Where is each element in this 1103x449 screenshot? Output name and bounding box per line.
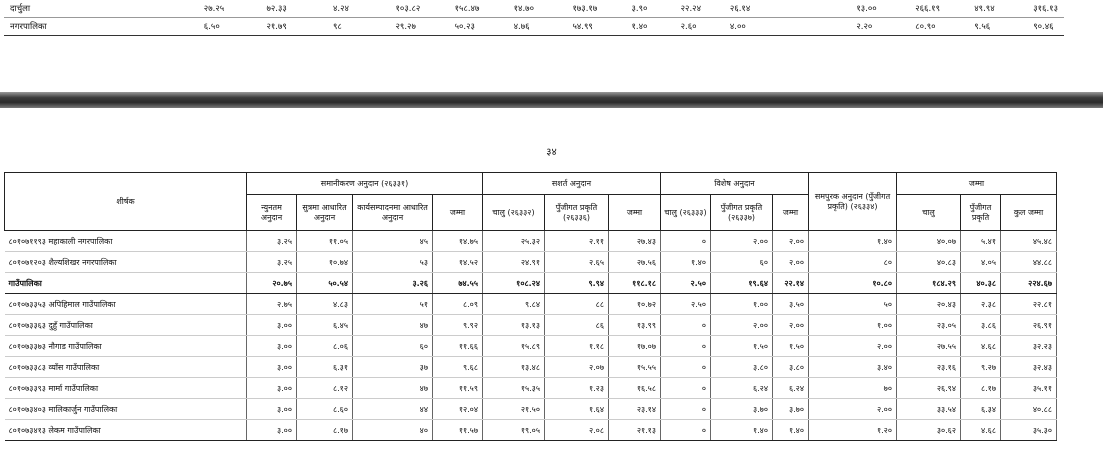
row-label: ८०१०७११९३ महाकाली नगरपालिका bbox=[5, 231, 247, 252]
table-cell: ७२.३३ bbox=[260, 0, 327, 18]
table-cell: ३७ bbox=[353, 357, 433, 378]
table-cell: २.७५ bbox=[247, 294, 297, 315]
subheader: चालु bbox=[897, 195, 961, 231]
table-cell: २१.१३ bbox=[609, 420, 661, 441]
table-cell: ३.८० bbox=[711, 357, 773, 378]
row-label: ८०१०७१२०३ शैल्यशिखर नगरपालिका bbox=[5, 252, 247, 273]
table-cell: १.५० bbox=[711, 336, 773, 357]
table-row bbox=[5, 399, 1057, 420]
table-cell: ५१ bbox=[353, 294, 433, 315]
subheader: पुँजीगत प्रकृति (२६३३७) bbox=[711, 195, 773, 231]
subheader: जम्मा bbox=[433, 195, 483, 231]
table-cell: १३.०० bbox=[850, 0, 909, 18]
table-cell: १.१८ bbox=[545, 336, 609, 357]
table-cell: १९.६४ bbox=[711, 273, 773, 294]
table-cell: ८.०९ bbox=[433, 294, 483, 315]
row-label: ८०१०७३४०३ मालिकार्जुन गाउँपालिका bbox=[5, 399, 247, 420]
table-cell: २१.५० bbox=[483, 399, 545, 420]
table-cell: ० bbox=[661, 420, 711, 441]
table-cell: ४.८३ bbox=[297, 294, 353, 315]
table-cell: ४४ bbox=[353, 399, 433, 420]
table-cell: ४७ bbox=[353, 378, 433, 399]
table-cell: ११.६६ bbox=[433, 336, 483, 357]
subheader: कार्यसम्पादनमा आधारित अनुदान bbox=[353, 195, 433, 231]
page-number: ३४ bbox=[546, 147, 557, 158]
table-cell: ३.०० bbox=[247, 336, 297, 357]
row-label: ८०१०७३३८३ व्याँस गाउँपालिका bbox=[5, 357, 247, 378]
table-cell: १.४० bbox=[661, 252, 711, 273]
table-cell: ८० bbox=[809, 252, 897, 273]
table-row bbox=[5, 315, 1057, 336]
table-cell: ८.६० bbox=[297, 399, 353, 420]
table-cell: २७.४३ bbox=[609, 231, 661, 252]
table-cell: २३.१६ bbox=[897, 357, 961, 378]
table-cell: ० bbox=[661, 336, 711, 357]
table-cell: ५०.५४ bbox=[297, 273, 353, 294]
special-grant-header: विशेष अनुदान bbox=[661, 173, 809, 195]
table-cell: ३५.११ bbox=[1001, 378, 1057, 399]
table-cell: ११८.१८ bbox=[609, 273, 661, 294]
table-cell: ० bbox=[661, 315, 711, 336]
table-cell: १.४० bbox=[809, 231, 897, 252]
table-cell: २.६० bbox=[675, 18, 724, 36]
complementary-grant-header: समपुरक अनुदान (पुँजीगत प्रकृति) (२६३३४) bbox=[809, 173, 897, 231]
table-cell: १.४० bbox=[626, 18, 675, 36]
table-cell: २४.९१ bbox=[483, 252, 545, 273]
table-cell: २.६५ bbox=[545, 252, 609, 273]
table-cell: ३.२६ bbox=[353, 273, 433, 294]
table-cell: ६० bbox=[353, 336, 433, 357]
table-cell: १.०० bbox=[809, 315, 897, 336]
subheader: सुत्रमा आधारित अनुदान bbox=[297, 195, 353, 231]
table-cell: ० bbox=[661, 378, 711, 399]
table-cell: ३.०० bbox=[247, 378, 297, 399]
table-cell: २७.५५ bbox=[897, 336, 961, 357]
table-cell: २६६.१९ bbox=[909, 0, 968, 18]
table-cell: १७.०७ bbox=[609, 336, 661, 357]
table-cell: ८६ bbox=[545, 315, 609, 336]
table-cell: १६.५८ bbox=[609, 378, 661, 399]
table-cell: ४०.८८ bbox=[1001, 399, 1057, 420]
table-cell: १९.०५ bbox=[483, 420, 545, 441]
table-cell: ६.२४ bbox=[773, 378, 809, 399]
table-cell: ८८ bbox=[545, 294, 609, 315]
table-row bbox=[5, 357, 1057, 378]
table-cell: २.२० bbox=[850, 18, 909, 36]
table-cell: ९.९२ bbox=[433, 315, 483, 336]
table-cell: ४०.०७ bbox=[897, 231, 961, 252]
table-cell: ९०.४६ bbox=[1027, 18, 1064, 36]
table-cell: ० bbox=[661, 231, 711, 252]
table-cell: ० bbox=[661, 357, 711, 378]
table-cell: २५.३२ bbox=[483, 231, 545, 252]
table-cell: १५.३५ bbox=[483, 378, 545, 399]
table-cell: १.२३ bbox=[545, 378, 609, 399]
table-cell: १.२० bbox=[809, 420, 897, 441]
table-cell: ४.०५ bbox=[961, 252, 1001, 273]
table-cell: ३.८६ bbox=[961, 315, 1001, 336]
table-row bbox=[5, 231, 1057, 252]
table-cell: २३.०५ bbox=[897, 315, 961, 336]
table-cell: ४०.३८ bbox=[961, 273, 1001, 294]
table-cell: १४.७० bbox=[508, 0, 567, 18]
table-cell: २१.७९ bbox=[260, 18, 327, 36]
table-cell: १०३.८२ bbox=[390, 0, 449, 18]
table-cell: ७४.५५ bbox=[433, 273, 483, 294]
table-cell: १५८.४७ bbox=[449, 0, 508, 18]
table-cell: ८०.९० bbox=[909, 18, 968, 36]
table-cell: २.५० bbox=[661, 294, 711, 315]
table-cell: ९८ bbox=[327, 18, 390, 36]
table-cell: ३१६.१३ bbox=[1027, 0, 1064, 18]
table-cell: १०८.२४ bbox=[483, 273, 545, 294]
table-cell: ३.८० bbox=[773, 357, 809, 378]
table-cell: १३.१३ bbox=[483, 315, 545, 336]
table-cell: २७.२५ bbox=[198, 0, 261, 18]
table-cell: ६.२४ bbox=[711, 378, 773, 399]
subheader: चालु (२६३३३) bbox=[661, 195, 711, 231]
table-cell: ३०.६२ bbox=[897, 420, 961, 441]
table-cell: २०.४३ bbox=[897, 294, 961, 315]
subheader: न्युनतम अनुदान bbox=[247, 195, 297, 231]
table-cell: १.६४ bbox=[545, 399, 609, 420]
table-row bbox=[5, 294, 1057, 315]
subheader: चालु (२६३३२) bbox=[483, 195, 545, 231]
table-cell: ४.०० bbox=[724, 18, 773, 36]
table-row bbox=[5, 378, 1057, 399]
table-cell: ९.८४ bbox=[483, 294, 545, 315]
table-cell: ३२.२३ bbox=[1001, 336, 1057, 357]
row-label: ८०१०७३३५३ अपिहिमाल गाउँपालिका bbox=[5, 294, 247, 315]
table-cell: ४० bbox=[353, 420, 433, 441]
table-cell: २६.९४ bbox=[897, 378, 961, 399]
table-cell: ४९.९४ bbox=[968, 0, 1027, 18]
table-cell: १०.८० bbox=[809, 273, 897, 294]
subheader: पुँजीगत प्रकृति bbox=[961, 195, 1001, 231]
table-cell: २.०८ bbox=[545, 420, 609, 441]
spacer-cell bbox=[773, 18, 850, 36]
table-cell: १.०० bbox=[711, 294, 773, 315]
table-cell: ५४.९९ bbox=[566, 18, 625, 36]
table-cell: ५.४१ bbox=[961, 231, 1001, 252]
table-cell: ४४.८८ bbox=[1001, 252, 1057, 273]
row-label: ८०१०७३३६३ दुहुँ गाउँपालिका bbox=[5, 315, 247, 336]
table-cell: ४५.४८ bbox=[1001, 231, 1057, 252]
table-cell: १.४० bbox=[773, 420, 809, 441]
table-cell: २.११ bbox=[545, 231, 609, 252]
table-cell: ३.९० bbox=[626, 0, 675, 18]
subheader: जम्मा bbox=[773, 195, 809, 231]
table-cell: ५३ bbox=[353, 252, 433, 273]
table-cell: ११.०५ bbox=[297, 231, 353, 252]
table-row bbox=[5, 336, 1057, 357]
table-row bbox=[4, 0, 1064, 18]
table-cell: २२४.६७ bbox=[1001, 273, 1057, 294]
table-cell: ३.७० bbox=[773, 399, 809, 420]
table-cell: ३.०० bbox=[247, 420, 297, 441]
table-cell: २६.९१ bbox=[1001, 315, 1057, 336]
table-row bbox=[5, 252, 1057, 273]
table-cell: ६.४५ bbox=[297, 315, 353, 336]
row-label: ८०१०७३४१३ लेकम गाउँपालिका bbox=[5, 420, 247, 441]
table-cell: ५०.२३ bbox=[449, 18, 508, 36]
row-label: नगरपालिका bbox=[4, 18, 198, 36]
table-cell: ४.२४ bbox=[327, 0, 390, 18]
table-cell: १३.९९ bbox=[609, 315, 661, 336]
table-cell: १८४.२९ bbox=[897, 273, 961, 294]
table-cell: ४.६८ bbox=[961, 336, 1001, 357]
table-cell: २.०० bbox=[773, 252, 809, 273]
table-cell: ३.५० bbox=[773, 294, 809, 315]
table-cell: १४.५२ bbox=[433, 252, 483, 273]
equalization-grant-header: समानीकरण अनुदान (२६३३१) bbox=[247, 173, 483, 195]
table-cell: १२.०४ bbox=[433, 399, 483, 420]
table-cell: ३.७० bbox=[711, 399, 773, 420]
table-cell: २२.१४ bbox=[773, 273, 809, 294]
table-cell: ११.५९ bbox=[433, 378, 483, 399]
total-header: जम्मा bbox=[897, 173, 1057, 195]
table-cell: ६० bbox=[711, 252, 773, 273]
table-cell: ३.०० bbox=[247, 357, 297, 378]
page-divider bbox=[0, 92, 1103, 108]
table-cell: ३.२५ bbox=[247, 252, 297, 273]
table-cell: ३.०० bbox=[247, 315, 297, 336]
subheader: पुँजीगत प्रकृति (२६३३६) bbox=[545, 195, 609, 231]
table-cell: ११.५७ bbox=[433, 420, 483, 441]
table-cell: २.०० bbox=[711, 315, 773, 336]
table-cell: २२.८१ bbox=[1001, 294, 1057, 315]
table-cell: १०.७४ bbox=[297, 252, 353, 273]
table-cell: ६.३४ bbox=[961, 399, 1001, 420]
table-cell: २.०० bbox=[711, 231, 773, 252]
row-label: ८०१०७३३७३ नौगाड गाउँपालिका bbox=[5, 336, 247, 357]
subheader: जम्मा bbox=[609, 195, 661, 231]
table-cell: ६.५० bbox=[198, 18, 261, 36]
table-cell: १५.५५ bbox=[609, 357, 661, 378]
table-cell: १.४० bbox=[711, 420, 773, 441]
table-cell: ३५.३० bbox=[1001, 420, 1057, 441]
table-row bbox=[5, 420, 1057, 441]
table-cell: ३.४० bbox=[809, 357, 897, 378]
table-row bbox=[4, 18, 1064, 36]
previous-page-table bbox=[0, 0, 1103, 36]
table-cell: २७.५६ bbox=[609, 252, 661, 273]
table-cell: ९.२७ bbox=[961, 357, 1001, 378]
title-column-header: शीर्षक bbox=[5, 173, 247, 231]
table-cell: ४७ bbox=[353, 315, 433, 336]
table-cell: २३.१४ bbox=[609, 399, 661, 420]
table-cell: ३.२५ bbox=[247, 231, 297, 252]
table-cell: ८.१२ bbox=[297, 378, 353, 399]
table-cell: २.०० bbox=[809, 399, 897, 420]
table-cell: ९.९४ bbox=[545, 273, 609, 294]
conditional-grant-header: सशर्त अनुदान bbox=[483, 173, 661, 195]
table-cell: २.३८ bbox=[961, 294, 1001, 315]
table-cell: ४.७६ bbox=[508, 18, 567, 36]
table-cell: २.०० bbox=[809, 336, 897, 357]
table-cell: ४.६८ bbox=[961, 420, 1001, 441]
table-cell: ० bbox=[661, 399, 711, 420]
table-cell: ३३.५४ bbox=[897, 399, 961, 420]
table-row bbox=[5, 273, 1057, 294]
table-cell: १७३.१७ bbox=[566, 0, 625, 18]
spacer-cell bbox=[773, 0, 850, 18]
table-cell: ५० bbox=[809, 294, 897, 315]
table-cell: २२.२४ bbox=[675, 0, 724, 18]
table-cell: १५.८९ bbox=[483, 336, 545, 357]
table-cell: २.०७ bbox=[545, 357, 609, 378]
table-cell: ८.१७ bbox=[961, 378, 1001, 399]
table-cell: २.५० bbox=[661, 273, 711, 294]
table-cell: २.०० bbox=[773, 315, 809, 336]
table-cell: १०.७२ bbox=[609, 294, 661, 315]
table-cell: ४०.८३ bbox=[897, 252, 961, 273]
table-cell: ९.६८ bbox=[433, 357, 483, 378]
table-cell: ३२.४३ bbox=[1001, 357, 1057, 378]
table-cell: ९.५६ bbox=[968, 18, 1027, 36]
table-cell: ४५ bbox=[353, 231, 433, 252]
table-cell: १४.७५ bbox=[433, 231, 483, 252]
table-cell: ७० bbox=[809, 378, 897, 399]
table-cell: २९.२७ bbox=[390, 18, 449, 36]
table-cell: ८.१७ bbox=[297, 420, 353, 441]
table-cell: १.५० bbox=[773, 336, 809, 357]
row-label: दार्चुला bbox=[4, 0, 198, 18]
subheader: कुल जम्मा bbox=[1001, 195, 1057, 231]
table-cell: ३.०० bbox=[247, 399, 297, 420]
table-cell: २.०० bbox=[773, 231, 809, 252]
table-cell: १३.४८ bbox=[483, 357, 545, 378]
table-cell: २०.७५ bbox=[247, 273, 297, 294]
table-cell: ६.३१ bbox=[297, 357, 353, 378]
table-cell: २६.१४ bbox=[724, 0, 773, 18]
row-label: गाउँपालिका bbox=[5, 273, 247, 294]
grant-table bbox=[4, 172, 1057, 441]
row-label: ८०१०७३३९३ मार्मा गाउँपालिका bbox=[5, 378, 247, 399]
table-cell: ८.०६ bbox=[297, 336, 353, 357]
